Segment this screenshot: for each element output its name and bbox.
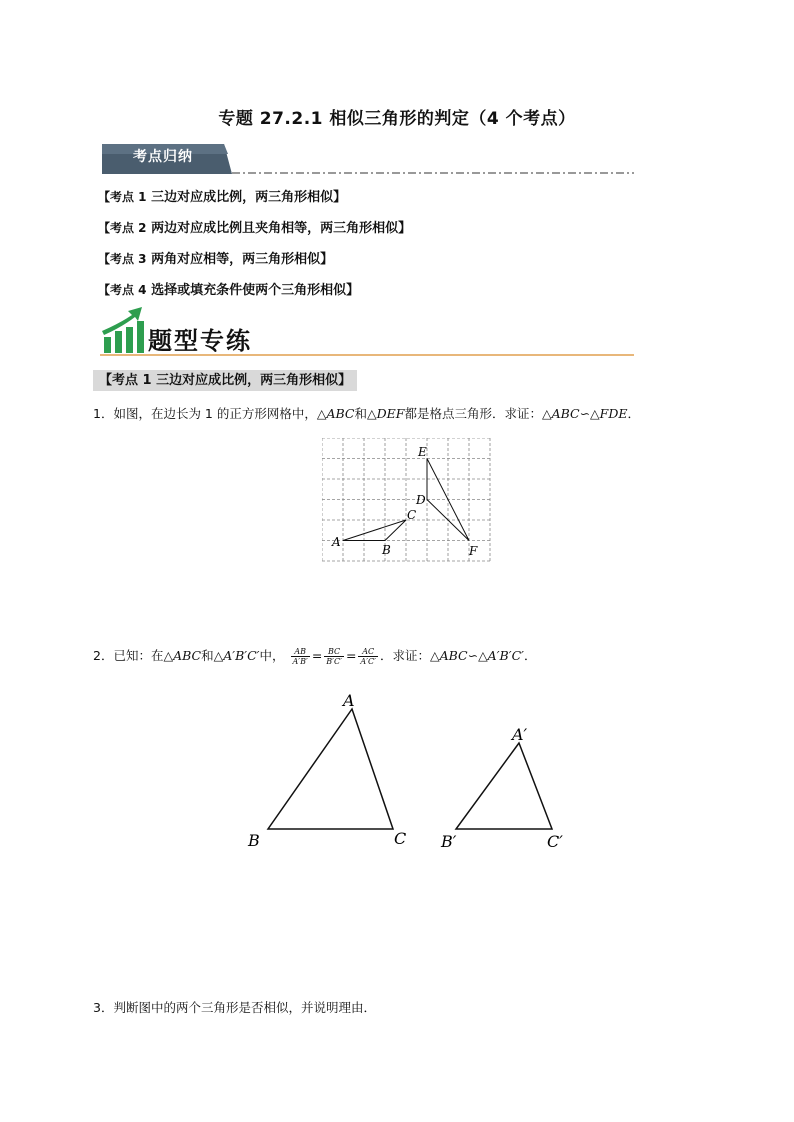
label-c: C [407,508,417,522]
claim: △ABC∽△A′B′C′ [429,648,524,663]
question-number: 3． [93,1000,114,1015]
section-header [98,303,638,363]
question-3 [93,998,376,1016]
fraction-numerator: AC [358,647,378,657]
fraction-ab [291,647,310,666]
fraction-numerator: BC [324,647,344,657]
key-point-text: 三边对应成比例，两三角形相似】 [151,190,347,205]
key-point-1 [98,186,346,205]
fraction-denominator: A′B′ [292,657,308,666]
key-point-3 [98,248,333,267]
triangle-name: △A′B′C′ [213,648,260,663]
fraction-denominator: B′C′ [326,657,342,666]
key-point-text: 两角对应相等，两三角形相似】 [151,252,334,267]
triangle-name: △ABC [316,406,355,421]
label-d: D [416,493,426,507]
triangle-a2b2c2 [456,743,552,829]
key-point-2 [98,217,411,236]
fraction-bc [324,647,344,666]
triangle-name: △DEF [367,406,405,421]
question-text: 中， [259,648,285,663]
question-text: 和 [354,406,367,421]
key-point-tag: 【考点 3 [98,252,147,266]
claim: △ABC∽△FDE [541,406,628,421]
triangle-name: △ABC [163,648,202,663]
triangle-abc [268,709,393,829]
grid-figure [322,438,494,564]
question-number: 1． [93,406,114,421]
label-b-prime: B′ [441,832,457,851]
triangle-abc [343,520,406,541]
equals-sign: = [345,648,357,663]
key-point-text: 两边对应成比例且夹角相等，两三角形相似】 [151,221,412,236]
badge-label: 考点归纳 [133,149,193,165]
label-b: B [382,543,391,557]
question-text: ． [627,406,640,421]
question-text: 都是格点三角形．求证： [404,406,542,421]
key-point-tag: 【考点 2 [98,221,147,235]
question-text: 已知：在 [113,648,164,663]
similar-triangles-figure [240,688,580,858]
equals-sign: = [311,648,323,663]
label-c-prime: C′ [547,832,563,851]
topic-bar: 【考点 1 三边对应成比例，两三角形相似】 [93,370,357,391]
label-c: C [394,829,407,848]
question-text: 判断图中的两个三角形是否相似，并说明理由． [113,1000,376,1015]
label-e: E [418,445,427,459]
page-title: 专题 27.2.1 相似三角形的判定（4 个考点） [218,109,576,129]
label-b: B [248,831,260,850]
label-a: A [332,535,341,549]
label-a: A [343,691,355,710]
key-point-text: 选择或填充条件使两个三角形相似】 [151,283,360,298]
question-1 [93,404,640,422]
key-point-tag: 【考点 1 [98,190,147,204]
question-text: ．求证： [379,648,430,663]
key-point-4 [98,279,359,298]
label-a-prime: A′ [512,725,528,744]
fraction-numerator: AB [291,647,310,657]
question-2 [93,646,537,666]
label-f: F [469,544,478,558]
fraction-ac [358,647,378,666]
question-number: 2． [93,648,114,663]
section-title: 题型专练 [148,326,252,355]
fraction-denominator: A′C′ [360,657,376,666]
question-text: 如图，在边长为 1 的正方形网格中， [113,406,317,421]
question-text: ． [523,648,537,663]
grid-lines [322,438,490,561]
question-text: 和 [201,648,214,663]
key-point-tag: 【考点 4 [98,283,147,297]
section-badge [98,140,638,180]
